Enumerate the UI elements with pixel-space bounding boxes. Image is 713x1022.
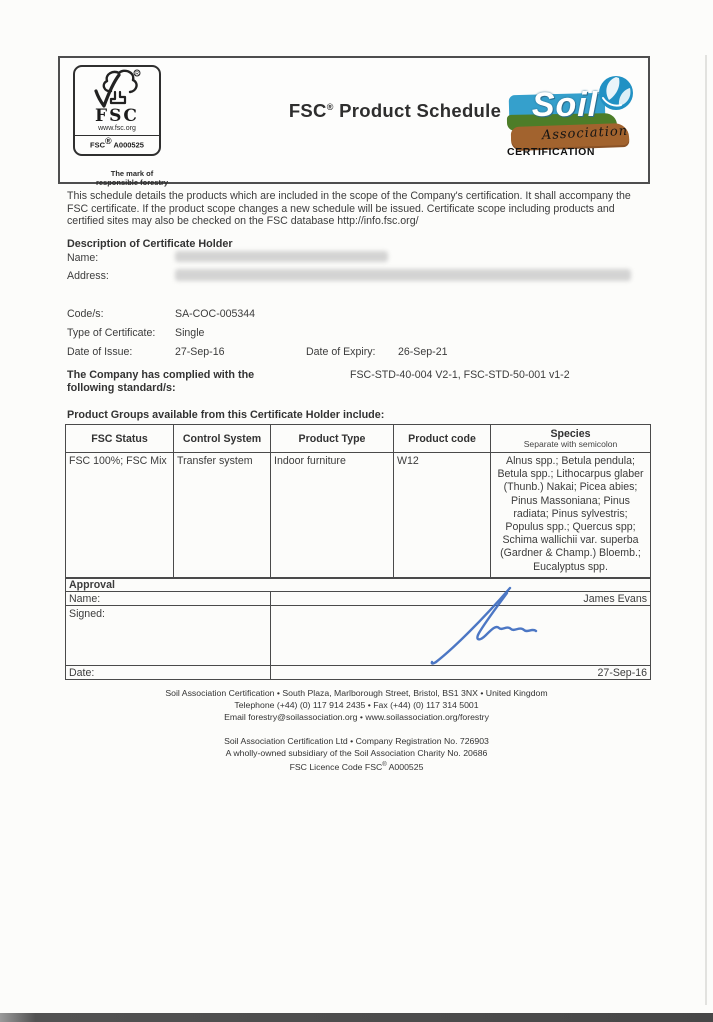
approval-name-label: Name: [66, 592, 271, 606]
cell-fsc-status: FSC 100%; FSC Mix [66, 453, 174, 579]
footer-licence-line: FSC Licence Code FSC® A000525 [289, 761, 424, 772]
fsc-licence-code: FSC® A000525 [90, 136, 144, 150]
registered-mark-icon: ® [382, 762, 387, 768]
expiry-value: 26-Sep-21 [398, 346, 448, 358]
approval-name-row [66, 592, 651, 606]
footer-charity-line: A wholly-owned subsidiary of the Soil Association Charity No. 20686 [225, 748, 488, 758]
table-header-row [66, 425, 651, 453]
issue-value: 27-Sep-16 [175, 346, 225, 358]
footer-phone-line: Telephone (+44) (0) 117 914 2435 • Fax (+44) (0) 117 314 5001 [234, 700, 479, 710]
species-subheader: Separate with semicolon [523, 439, 618, 449]
holder-address-redacted [175, 269, 631, 281]
fsc-logo-url: www.fsc.org [98, 125, 136, 132]
fsc-logo [73, 65, 169, 187]
code-label: Code/s: [67, 308, 104, 320]
col-header-product-code: Product code [394, 425, 491, 453]
footer-email-line: Email forestry@soilassociation.org • www.soilassociation.org/forestry [224, 712, 489, 722]
fsc-mark-tagline: The mark of responsible forestry [95, 169, 169, 187]
approval-date-row [66, 666, 651, 680]
col-header-product-type: Product Type [271, 425, 394, 453]
expiry-label: Date of Expiry: [306, 346, 376, 358]
scan-page-right-edge [705, 55, 707, 1005]
cell-product-type: Indoor furniture [271, 453, 394, 579]
col-header-control-system: Control System [174, 425, 271, 453]
approval-name-value: James Evans [271, 592, 651, 606]
svg-text:R: R [135, 71, 139, 78]
registered-mark-icon: ® [326, 101, 334, 112]
cell-control-system: Transfer system [174, 453, 271, 579]
header-box [58, 56, 650, 187]
holder-name-redacted [175, 251, 388, 262]
type-label: Type of Certificate: [67, 327, 156, 339]
approval-signed-row [66, 606, 651, 666]
product-groups-table [65, 424, 651, 579]
standards-value: FSC-STD-40-004 V2-1, FSC-STD-50-001 v1-2 [350, 369, 570, 381]
issue-label: Date of Issue: [67, 346, 133, 358]
page-title: FSC® Product Schedule [288, 100, 502, 121]
standards-label: The Company has complied with the following standard/s: [67, 369, 255, 394]
col-header-species: Species Separate with semicolon [491, 425, 651, 453]
soil-logo-certification-caption: CERTIFICATION [507, 146, 596, 158]
approval-header-row [66, 578, 651, 592]
approval-table [65, 577, 651, 680]
col-header-fsc-status: FSC Status [66, 425, 174, 453]
cell-species: Alnus spp.; Betula pendula; Betula spp.; Lithocarpus glaber (Thunb.) Nakai; Picea abies; Pinus Massoniana; Pinus radiata; Pinus sylvestris; Populus spp.; Quercus spp; Schima wallichii var. superba (Gardner & Champ.) Bloemb.; Eucalyptus spp. [491, 453, 651, 579]
soil-association-logo [507, 78, 635, 170]
approval-signature-cell [271, 606, 651, 666]
holder-address-label: Address: [67, 270, 109, 282]
code-value: SA-COC-005344 [175, 308, 256, 320]
holder-section-heading: Description of Certificate Holder [67, 238, 233, 250]
table-row [66, 453, 651, 579]
approval-signed-label: Signed: [66, 606, 271, 666]
scan-bottom-edge-bar [0, 1013, 713, 1022]
approval-heading: Approval [66, 578, 651, 592]
approval-date-value: 27-Sep-16 [271, 666, 651, 680]
soil-logo-association-script: Association [541, 123, 629, 144]
registered-mark-icon: ® [105, 136, 112, 146]
fsc-tree-check-icon [91, 69, 143, 109]
holder-name-label: Name: [67, 252, 99, 264]
type-value: Single [175, 327, 205, 339]
approval-date-label: Date: [66, 666, 271, 680]
product-groups-heading: Product Groups available from this Certificate Holder include: [67, 409, 385, 421]
footer-company-line: Soil Association Certification Ltd • Company Registration No. 726903 [224, 736, 489, 746]
footer-address-line: Soil Association Certification • South Plaza, Marlborough Street, Bristol, BS1 3NX • United Kingdom [165, 688, 548, 698]
cell-product-code: W12 [394, 453, 491, 579]
soil-logo-word: Soil [531, 86, 599, 124]
soil-leaf-globe-icon [595, 72, 637, 114]
fsc-logo-word: FSC [95, 106, 139, 126]
intro-paragraph: This schedule details the products which are included in the scope of the Company's certification. It shall accompany the FSC certificate. If the product scope changes a new schedule will be issued. Certificate scope including products and certified sites may also be checked on the FSC database http://info.fsc.org/ [67, 190, 631, 228]
